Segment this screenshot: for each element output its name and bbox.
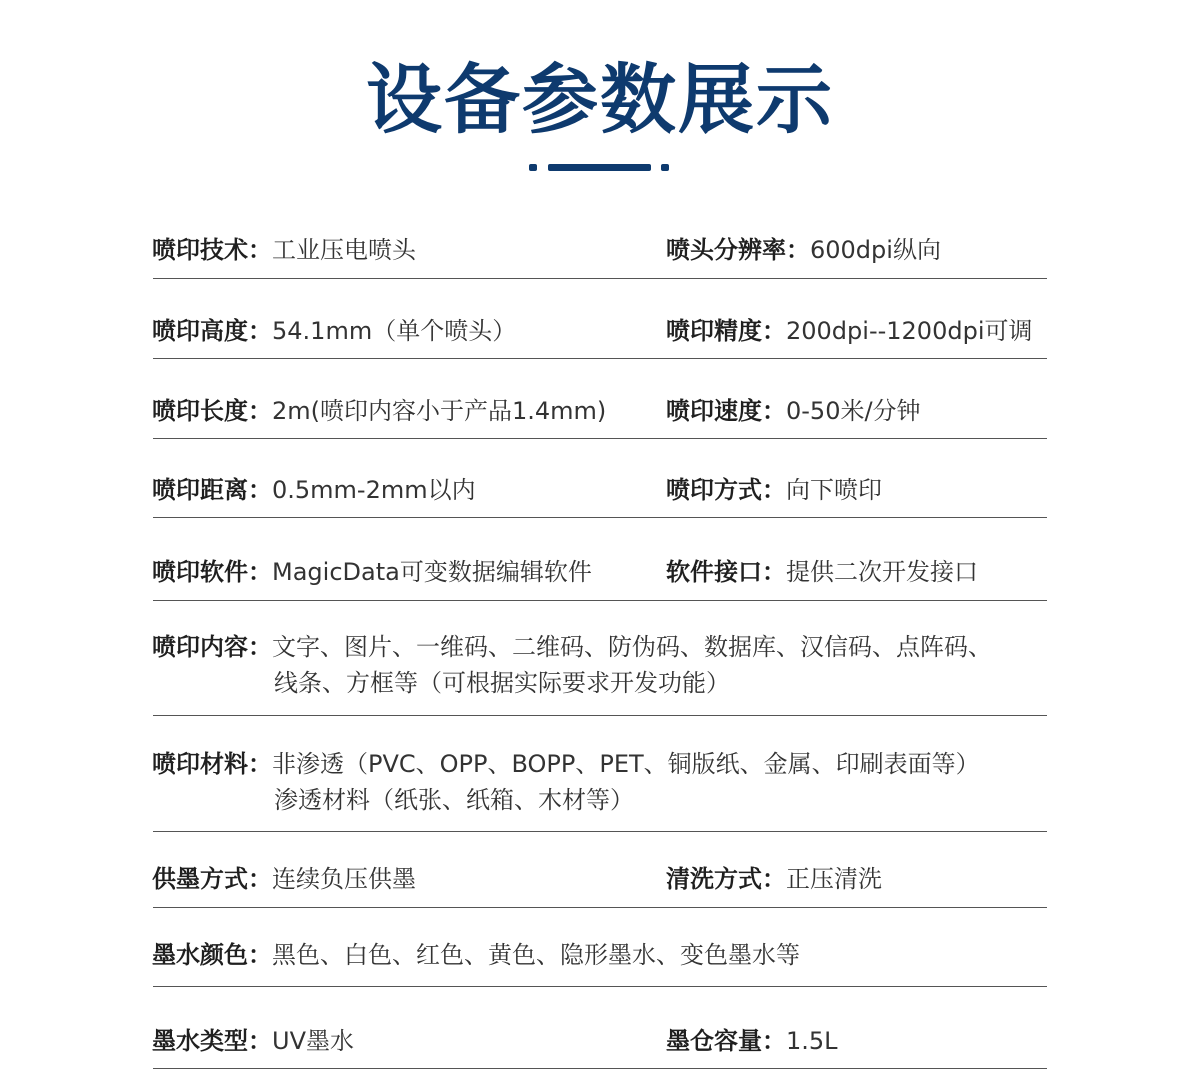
spec-label: 墨仓容量：: [666, 1027, 786, 1055]
spec-label: 喷印方式：: [666, 476, 786, 504]
spec-label: 喷印长度：: [152, 397, 272, 425]
spec-value: 54.1mm（单个喷头）: [272, 317, 517, 345]
spec-nozzle-resolution: [666, 232, 941, 268]
spec-print-material: [152, 746, 980, 782]
spec-value-line2: 线条、方框等（可根据实际要求开发功能）: [274, 669, 730, 697]
row-divider: [153, 1068, 1047, 1069]
row-divider: [153, 438, 1047, 439]
spec-value-line1: 文字、图片、一维码、二维码、防伪码、数据库、汉信码、点阵码、: [272, 633, 992, 661]
row-divider: [153, 358, 1047, 359]
spec-print-distance: [152, 472, 476, 508]
spec-value-line2: 渗透材料（纸张、纸箱、木材等）: [274, 786, 634, 814]
row-divider: [153, 986, 1047, 987]
spec-value: 向下喷印: [786, 476, 882, 504]
spec-label: 墨水颜色：: [152, 941, 272, 969]
title-decoration-dot-left: [529, 164, 537, 171]
spec-print-precision: [666, 313, 1032, 349]
spec-print-software: [152, 554, 592, 590]
spec-print-height: [152, 313, 516, 349]
row-divider: [153, 517, 1047, 518]
spec-label: 喷头分辨率：: [666, 236, 810, 264]
spec-ink-supply: [152, 861, 416, 897]
spec-label: 喷印材料：: [152, 750, 272, 778]
row-divider: [153, 278, 1047, 279]
spec-ink-tank-capacity: [666, 1023, 838, 1059]
spec-value: 正压清洗: [786, 865, 882, 893]
spec-software-interface: [666, 554, 978, 590]
spec-value: 200dpi--1200dpi可调: [786, 317, 1033, 345]
spec-label: 喷印软件：: [152, 558, 272, 586]
spec-label: 供墨方式：: [152, 865, 272, 893]
spec-value: 黑色、白色、红色、黄色、隐形墨水、变色墨水等: [272, 941, 800, 969]
spec-ink-type: [152, 1023, 354, 1059]
spec-value: 2m(喷印内容小于产品1.4mm): [272, 397, 607, 425]
spec-cleaning-method: [666, 861, 882, 897]
spec-value-line1: 非渗透（PVC、OPP、BOPP、PET、铜版纸、金属、印刷表面等）: [272, 750, 980, 778]
spec-value: 提供二次开发接口: [786, 558, 978, 586]
spec-print-content: [152, 629, 992, 665]
title-decoration-dot-right: [661, 164, 669, 171]
row-divider: [153, 831, 1047, 832]
spec-value: 0-50米/分钟: [786, 397, 921, 425]
spec-value: UV墨水: [272, 1027, 354, 1055]
spec-value: 0.5mm-2mm以内: [272, 476, 476, 504]
spec-label: 喷印内容：: [152, 633, 272, 661]
spec-label: 喷印距离：: [152, 476, 272, 504]
spec-value: 工业压电喷头: [272, 236, 416, 264]
row-divider: [153, 715, 1047, 716]
spec-label: 软件接口：: [666, 558, 786, 586]
spec-label: 喷印精度：: [666, 317, 786, 345]
spec-label: 喷印速度：: [666, 397, 786, 425]
spec-value: 600dpi纵向: [810, 236, 941, 264]
title-decoration-bar: [548, 164, 651, 171]
spec-value: 连续负压供墨: [272, 865, 416, 893]
spec-label: 清洗方式：: [666, 865, 786, 893]
row-divider: [153, 600, 1047, 601]
spec-print-speed: [666, 393, 921, 429]
spec-label: 喷印高度：: [152, 317, 272, 345]
page-title: 设备参数展示: [366, 55, 834, 144]
spec-print-technology: [152, 232, 416, 268]
spec-label: 墨水类型：: [152, 1027, 272, 1055]
spec-print-length: [152, 393, 606, 429]
spec-print-direction: [666, 472, 882, 508]
spec-value: MagicData可变数据编辑软件: [272, 558, 592, 586]
row-divider: [153, 907, 1047, 908]
spec-ink-color: [152, 937, 800, 973]
spec-label: 喷印技术：: [152, 236, 272, 264]
spec-value: 1.5L: [786, 1027, 838, 1055]
